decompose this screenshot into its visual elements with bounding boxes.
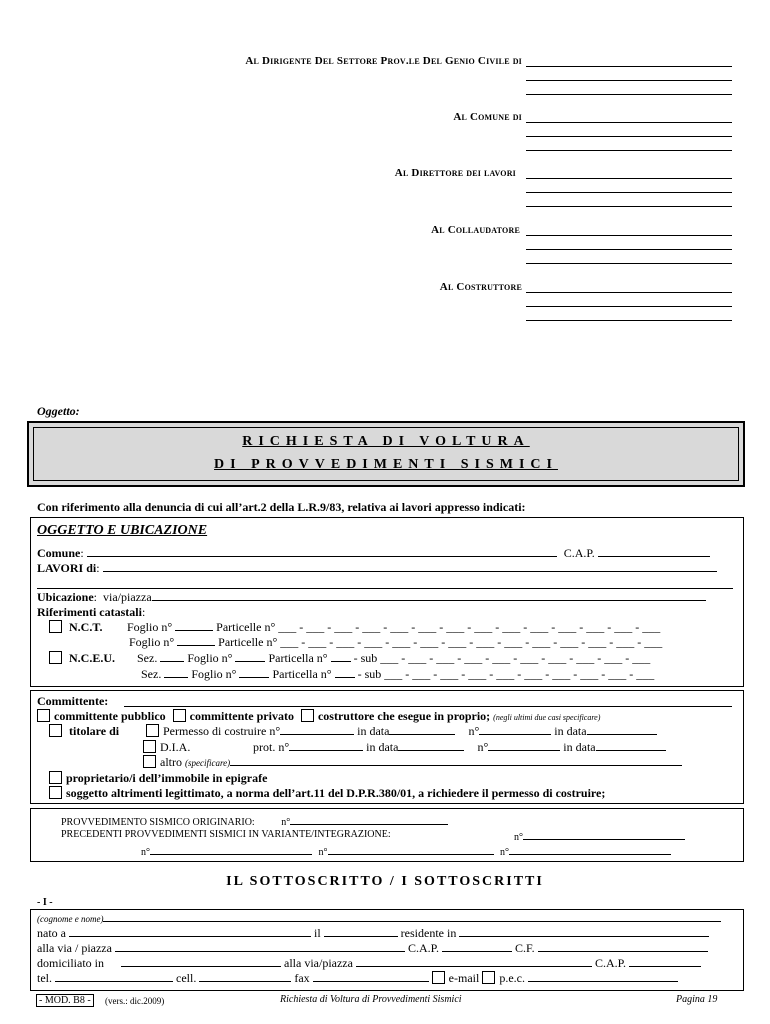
permesso-n2-field[interactable] [479, 724, 551, 735]
recipient-direttore-line[interactable] [526, 206, 732, 207]
lavori-field-line2[interactable] [37, 588, 733, 589]
in-data-label: in data [554, 724, 587, 738]
footer-vers: (vers.: dic.2009) [105, 996, 165, 1006]
numero-label: n° [477, 740, 489, 754]
pec-checkbox[interactable] [482, 971, 495, 984]
in-data-label: in data [563, 740, 596, 754]
recipient-comune-line[interactable] [526, 136, 732, 137]
numero-label: n° [269, 724, 281, 738]
permesso-data-field[interactable] [389, 724, 455, 735]
sez-label: Sez. [141, 667, 162, 681]
particella-field[interactable] [331, 651, 351, 662]
recipient-costruttore-line[interactable] [526, 306, 732, 307]
prot-label: prot. n° [253, 740, 290, 754]
foglio-label: Foglio n° [129, 635, 175, 649]
committente-label: Committente: [37, 694, 109, 708]
recipient-comune-line[interactable] [526, 122, 732, 123]
alla-via2-label: alla via/piazza [284, 956, 353, 970]
il-label: il [314, 926, 321, 940]
recipient-collaudatore-line[interactable] [526, 235, 732, 236]
recipient-genio-civile-line[interactable] [526, 94, 732, 95]
pubblico-checkbox[interactable] [37, 709, 50, 722]
particella-label: Particella n° [272, 667, 332, 681]
recipient-costruttore-line[interactable] [526, 292, 732, 293]
cap2-label: C.A.P. [594, 956, 626, 970]
precedenti-row [61, 829, 391, 840]
fax-label: fax [294, 971, 310, 985]
note-label: (negli ultimi due casi specificare) [493, 713, 601, 722]
originario-field[interactable] [290, 814, 448, 825]
cf-field[interactable] [538, 941, 708, 952]
fax-field[interactable] [313, 971, 429, 982]
particelle-field[interactable]: ___ - ___ - ___ - ___ - ___ - ___ - ___ - ___ - ___ - ___ - ___ - ___ - ___ - ___ [278, 620, 661, 634]
dia-checkbox[interactable] [143, 740, 156, 753]
nato-row [37, 926, 709, 941]
cognome-row [37, 913, 721, 924]
soggetto-row [49, 786, 605, 801]
particelle-label: Particelle n° [218, 635, 278, 649]
domiciliato-row [37, 956, 701, 971]
altro-row [143, 755, 682, 770]
section4-marker: - I - [37, 897, 53, 908]
contatti-row [37, 971, 678, 986]
cap-field[interactable] [442, 941, 512, 952]
sub-field[interactable]: ___ - ___ - ___ - ___ - ___ - ___ - ___ - ___ - ___ - ___ [380, 651, 651, 665]
nceu-checkbox[interactable] [49, 651, 62, 664]
titolare-label: titolare di [69, 724, 120, 738]
recipient-costruttore-label: Al Costruttore [439, 281, 522, 293]
soggetto-label: soggetto altrimenti legittimato, a norma dell’art.11 del D.P.R.380/01, a richiedere il permesso di costruire; [66, 786, 606, 800]
sez-field[interactable] [160, 651, 184, 662]
residente-label: residente in [400, 926, 457, 940]
email-label: e-mail [448, 971, 480, 985]
ubicazione-row: Ubicazione: via/piazza [37, 590, 706, 605]
lavori-label: LAVORI di [37, 561, 97, 575]
via-piazza-field[interactable] [152, 590, 706, 601]
in-data-label: in data [357, 724, 390, 738]
via2-field[interactable] [356, 956, 592, 967]
privato-checkbox[interactable] [173, 709, 186, 722]
recipient-genio-civile-line[interactable] [526, 66, 732, 67]
specificare-label: (specificare) [185, 758, 231, 768]
particelle-field[interactable]: ___ - ___ - ___ - ___ - ___ - ___ - ___ - ___ - ___ - ___ - ___ - ___ - ___ - ___ [280, 635, 663, 649]
sez-label: Sez. [137, 651, 158, 665]
precedenti-label: PRECEDENTI PROVVEDIMENTI SISMICI IN VARIANTE/INTEGRAZIONE: [61, 829, 391, 840]
precedenti-field[interactable] [328, 844, 494, 855]
numero-label: n° [468, 724, 480, 738]
title-line-1: RICHIESTA DI VOLTURA [242, 434, 530, 449]
numero-label: n° [318, 847, 328, 858]
cap-field[interactable] [598, 546, 710, 557]
in-data-label: in data [366, 740, 399, 754]
particella-label: Particella n° [268, 651, 328, 665]
privato-label: committente privato [189, 709, 294, 723]
proprietario-label: proprietario/i dell’immobile in epigrafe [66, 771, 268, 785]
footer-mod: - MOD. B8 - [36, 994, 94, 1007]
domiciliato-field[interactable] [121, 956, 281, 967]
particelle-label: Particelle n° [216, 620, 276, 634]
permesso-label: Permesso di costruire [163, 724, 267, 738]
foglio-label: Foglio n° [187, 651, 233, 665]
recipient-collaudatore-label: Al Collaudatore [431, 224, 520, 236]
nct-checkbox[interactable] [49, 620, 62, 633]
pubblico-label: committente pubblico [54, 709, 166, 723]
dia-prot-field[interactable] [289, 740, 363, 751]
precedenti-field[interactable] [523, 829, 685, 840]
footer-center: Richiesta di Voltura di Provvedimenti Sismici [280, 994, 462, 1005]
permesso-data2-field[interactable] [587, 724, 657, 735]
pec-field[interactable] [528, 971, 678, 982]
dia-data2-field[interactable] [596, 740, 666, 751]
comune-row: Comune: C.A.P. [37, 546, 710, 561]
dia-label: D.I.A. [160, 740, 191, 754]
pec-label: p.e.c. [499, 971, 525, 985]
foglio-field[interactable] [235, 651, 265, 662]
alla-via-label: alla via / piazza [37, 941, 112, 955]
cognome-field[interactable] [103, 913, 721, 922]
recipient-genio-civile-label: Al Dirigente Del Settore Prov.le Del Genio Civile di [245, 55, 522, 67]
numero-label: n° [500, 847, 509, 858]
numero-label: n° [141, 847, 150, 858]
precedenti-field[interactable] [509, 844, 671, 855]
riferimenti-row: Riferimenti catastali: [37, 605, 146, 619]
altro-checkbox[interactable] [143, 755, 156, 768]
recipient-costruttore-line[interactable] [526, 320, 732, 321]
precedenti-field[interactable] [150, 844, 312, 855]
proprietario-checkbox[interactable] [49, 771, 62, 784]
proprietario-row [49, 771, 267, 786]
foglio-label: Foglio n° [191, 667, 237, 681]
cell-label: cell. [176, 971, 197, 985]
nct-label: N.C.T. [69, 620, 103, 634]
nceu-row [49, 651, 650, 666]
comune-field[interactable] [87, 546, 557, 557]
section-heading: OGGETTO E UBICAZIONE [37, 523, 208, 538]
residente-field[interactable] [459, 926, 709, 937]
permesso-numero-field[interactable] [280, 724, 354, 735]
intro-text: Con riferimento alla denuncia di cui all’art.2 della L.R.9/83, relativa ai lavori appresso indicati: [37, 500, 526, 514]
riferimenti-label: Riferimenti catastali [37, 605, 142, 619]
lavori-row: LAVORI di: [37, 561, 717, 576]
soggetto-checkbox[interactable] [49, 786, 62, 799]
title-line-2: DI PROVVEDIMENTI SISMICI [214, 457, 558, 472]
particella-field[interactable] [335, 667, 355, 678]
foglio-field[interactable] [177, 635, 215, 646]
precedenti-row-2 [141, 844, 671, 858]
recipient-direttore-label: Al Direttore dei lavori [394, 167, 516, 179]
dia-data-field[interactable] [398, 740, 464, 751]
cap2-field[interactable] [629, 956, 701, 967]
lavori-field[interactable] [103, 561, 717, 572]
cognome-label: (cognome e nome) [37, 914, 104, 924]
foglio-label: Foglio n° [127, 620, 173, 634]
nato-label: nato a [37, 926, 66, 940]
cap-label: C.A.P. [563, 546, 595, 560]
tel-label: tel. [37, 971, 52, 985]
foglio-field[interactable] [175, 620, 213, 631]
recipient-genio-civile-line[interactable] [526, 80, 732, 81]
cap-label: C.A.P. [407, 941, 439, 955]
costruttore-label: costruttore che esegue in proprio; [317, 709, 491, 723]
recipient-collaudatore-line[interactable] [526, 263, 732, 264]
oggetto-label: Oggetto: [37, 404, 80, 418]
il-field[interactable] [324, 926, 398, 937]
sub-field[interactable]: ___ - ___ - ___ - ___ - ___ - ___ - ___ - ___ - ___ - ___ [384, 667, 655, 681]
committente-type-row [37, 709, 600, 724]
nct-row [49, 620, 660, 635]
recipient-collaudatore-line[interactable] [526, 249, 732, 250]
titolare-checkbox[interactable] [49, 724, 62, 737]
altro-label: altro [160, 755, 182, 769]
recipient-direttore-line[interactable] [526, 192, 732, 193]
via-field[interactable] [115, 941, 405, 952]
email-checkbox[interactable] [432, 971, 445, 984]
originario-label: PROVVEDIMENTO SISMICO ORIGINARIO: [61, 817, 255, 828]
recipient-comune-line[interactable] [526, 150, 732, 151]
committente-field[interactable] [124, 706, 732, 707]
nceu-row-2 [141, 667, 654, 682]
comune-label: Comune [37, 546, 81, 560]
cf-label: C.F. [514, 941, 535, 955]
permesso-checkbox[interactable] [146, 724, 159, 737]
recipient-direttore-line[interactable] [526, 178, 732, 179]
title-box [27, 421, 745, 487]
sez-field[interactable] [164, 667, 188, 678]
dia-row [143, 740, 666, 755]
via-row [37, 941, 708, 956]
nato-field[interactable] [69, 926, 311, 937]
numero-label: n° [281, 817, 291, 828]
dia-n2-field[interactable] [488, 740, 560, 751]
nceu-label: N.C.E.U. [69, 651, 116, 665]
sub-label: - sub [353, 651, 378, 665]
altro-field[interactable] [230, 755, 682, 766]
recipient-comune-label: Al Comune di [453, 111, 522, 123]
footer-page: Pagina 19 [676, 994, 718, 1005]
precedenti-n1 [514, 829, 685, 843]
tel-field[interactable] [55, 971, 173, 982]
domiciliato-label: domiciliato in [37, 956, 104, 970]
numero-label: n° [514, 832, 523, 843]
ubicazione-label: Ubicazione [37, 590, 94, 604]
via-piazza-label: via/piazza [103, 590, 152, 604]
sub-label: - sub [357, 667, 382, 681]
sottoscritto-heading: IL SOTTOSCRITTO / I SOTTOSCRITTI [226, 874, 544, 889]
nct-row-2 [129, 635, 662, 650]
originario-row [61, 814, 448, 828]
foglio-field[interactable] [239, 667, 269, 678]
titolare-row [49, 724, 657, 739]
cell-field[interactable] [199, 971, 291, 982]
costruttore-checkbox[interactable] [301, 709, 314, 722]
